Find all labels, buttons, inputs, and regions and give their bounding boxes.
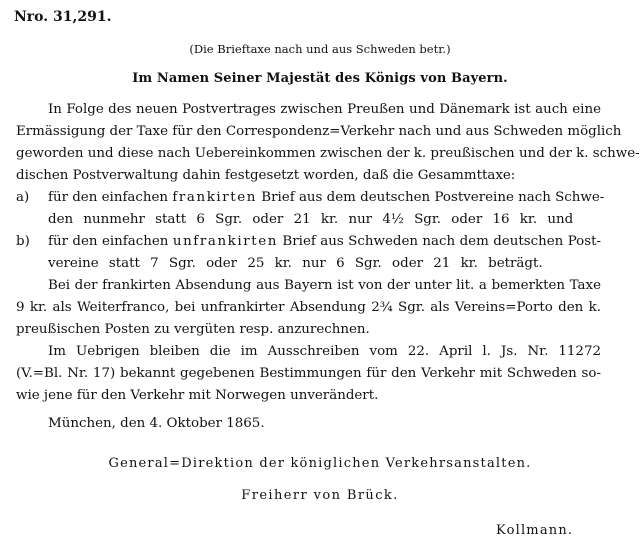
- paragraph-2-line-3: preußischen Posten zu vergüten resp. anzurechnen.: [16, 322, 370, 337]
- paragraph-1-line-2: Ermässigung der Taxe für den Correspondenz=Verkehr nach und aus Schweden möglich: [16, 124, 622, 139]
- item-b-marker: b): [16, 234, 30, 249]
- secondary-signer-name: Kollmann.: [496, 523, 574, 538]
- paragraph-3-line-1: Im Uebrigen bleiben die im Ausschreiben vom 22. April l. Js. Nr. 11272: [48, 344, 601, 359]
- paragraph-3-line-2: (V.=Bl. Nr. 17) bekannt gegebenen Bestimmungen für den Verkehr mit Schweden so-: [16, 366, 601, 381]
- item-a-emphasis: frankirten: [172, 190, 258, 205]
- document-heading: Im Namen Seiner Majestät des Königs von Bayern.: [132, 71, 508, 86]
- item-b-line-2: vereine statt 7 Sgr. oder 25 kr. nur 6 Sgr. oder 21 kr. beträgt.: [48, 256, 543, 271]
- date-line: München, den 4. Oktober 1865.: [48, 416, 265, 431]
- paragraph-1-line-1: In Folge des neuen Postvertrages zwischen Preußen und Dänemark ist auch eine: [48, 102, 601, 117]
- item-a-line-2: den nunmehr statt 6 Sgr. oder 21 kr. nur 4½ Sgr. oder 16 kr. und: [48, 212, 574, 227]
- signer-name: Freiherr von Brück.: [241, 488, 399, 503]
- paragraph-1-line-3: geworden und diese nach Uebereinkommen zwischen der k. preußischen und der k. schwe-: [16, 146, 640, 161]
- document-subject: (Die Brieftaxe nach und aus Schweden betr.): [189, 42, 451, 56]
- item-b-emphasis: unfrankirten: [172, 234, 278, 249]
- closing-authority: General=Direktion der königlichen Verkehrsanstalten.: [108, 456, 532, 471]
- paragraph-3-line-3: wie jene für den Verkehr mit Norwegen unverändert.: [16, 388, 379, 403]
- paragraph-2-line-1: Bei der frankirten Absendung aus Bayern ist von der unter lit. a bemerkten Taxe: [48, 278, 601, 293]
- item-a-marker: a): [16, 190, 30, 205]
- paragraph-2-line-2: 9 kr. als Weiterfranco, bei unfrankirter Absendung 2¾ Sgr. als Vereins=Porto den k.: [16, 300, 601, 315]
- item-b-line-1: für den einfachen unfrankirten Brief aus Schweden nach dem deutschen Post-: [48, 234, 601, 249]
- item-a-line-1: für den einfachen frankirten Brief aus dem deutschen Postvereine nach Schwe-: [48, 190, 605, 205]
- paragraph-1-line-4: dischen Postverwaltung dahin festgesetzt worden, daß die Gesammttaxe:: [16, 168, 516, 183]
- document-number: Nro. 31,291.: [14, 9, 112, 25]
